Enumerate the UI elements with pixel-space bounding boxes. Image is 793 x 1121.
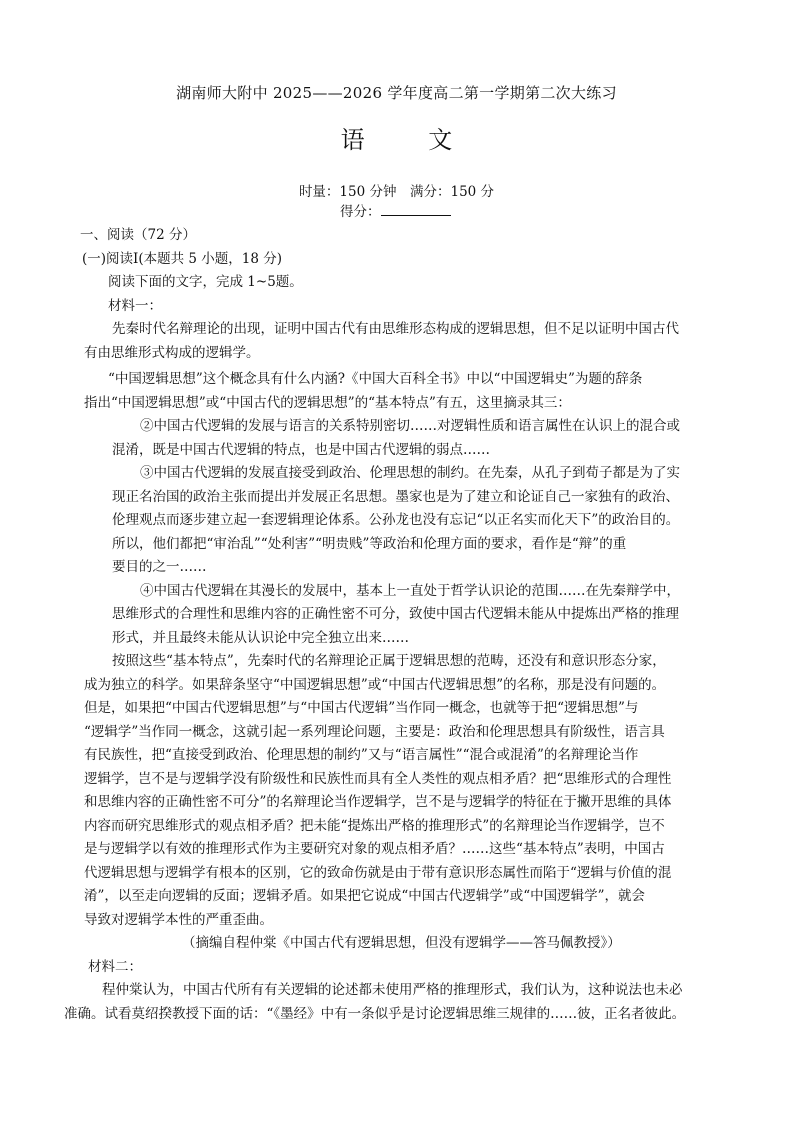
reading-section <box>64 224 734 1026</box>
score-label: 得分： <box>340 204 381 220</box>
section-heading: 一、阅读（72 分） <box>80 227 196 243</box>
paragraph-line: 有民族性，把“直接受到政治、伦理思想的制约”又与“语言属性”“混合或混淆”的名辩理论当作 <box>84 747 639 763</box>
subject-title: 语 文 <box>340 126 481 154</box>
paragraph-line: 有由思维形式构成的逻辑学。 <box>84 344 260 361</box>
paragraph-line: “逻辑学”当作同一概念，这就引起一系列理论问题，主要是：政治和伦理思想具有阶级性，语言具 <box>84 723 665 740</box>
list-item-line: 形式，并且最终未能从认识论中完全独立出来…… <box>112 629 409 646</box>
paragraph-line: 程仲棠认为，中国古代所有有关逻辑的论述都未使用严格的推理形式，我们认为，这种说法也未必 <box>102 982 683 998</box>
material-two-label: 材料二： <box>88 958 142 975</box>
paragraph-line: 是与逻辑学以有效的推理形式作为主要研究对象的观点相矛盾？……这些“基本特点”表明，中国古 <box>84 841 665 857</box>
citation: （摘编自程仲棠《中国古代有逻辑思想，但没有逻辑学——答马佩教授》） <box>182 935 621 951</box>
paragraph-line: 导致对逻辑学本性的严重歪曲。 <box>84 911 273 928</box>
time-score-info: 时量：150 分钟 满分：150 分 <box>298 184 495 200</box>
paragraph-line: 但是，如果把“中国古代逻辑思想”与“中国古代逻辑”当作同一概念，也就等于把“逻辑思想”与 <box>84 700 639 716</box>
list-item-line: ②中国古代逻辑的发展与语言的关系特别密切……对逻辑性质和语言属性在认识上的混合或 <box>140 418 680 434</box>
paragraph-line: 按照这些“基本特点”，先秦时代的名辩理论正属于逻辑思想的范畴，还没有和意识形态分家， <box>112 653 666 669</box>
paragraph-line: 逻辑学，岂不是与逻辑学没有阶级性和民族性而具有全人类性的观点相矛盾？把“思维形式的合理性 <box>84 770 672 787</box>
sub-heading: (一)阅读Ⅰ(本题共 5 小题，18 分) <box>82 250 283 267</box>
paragraph-line: 指出“中国逻辑思想”或“中国古代的逻辑思想”的“基本特点”有五，这里摘录其三： <box>84 394 571 411</box>
paragraph-line: 成为独立的科学。如果辞条坚守“中国逻辑思想”或“中国古代逻辑思想”的名称，那是没有问题的。 <box>84 676 666 693</box>
list-item-line: 现正名治国的政治主张而提出并发展正名思想。墨家也是为了建立和论证自己一家独有的政治、 <box>112 488 679 505</box>
paragraph-line: 淆”，以至走向逻辑的反面；逻辑矛盾。如果把它说成“中国古代逻辑学”或“中国逻辑学”，就会 <box>84 888 646 904</box>
paragraph-line: “中国逻辑思想”这个概念具有什么内涵?《中国大百科全书》中以“中国逻辑史”为题的辞条 <box>108 371 643 387</box>
paragraph-3 <box>84 650 734 932</box>
list-item-line: 伦理观点而逐步建立起一套逻辑理论体系。公孙龙也没有忘记“以正名实而化天下”的政治目的。 <box>112 512 680 528</box>
list-item-2 <box>84 415 734 462</box>
paragraph-line: 内容而研究思维形式的观点相矛盾？把未能“提炼出严格的推理形式”的名辩理论当作逻辑学，岂不 <box>84 817 665 834</box>
paragraph-line: 和思维内容的正确性密不可分”的名辩理论当作逻辑学，岂不是与逻辑学的特征在于撇开思维的具体 <box>84 794 672 810</box>
material-one-label: 材料一： <box>108 297 162 314</box>
list-item-line: ④中国古代逻辑在其漫长的发展中，基本上一直处于哲学认识论的范围……在先秦辩学中， <box>140 582 680 599</box>
paragraph-line: 准确。试看莫绍揆教授下面的话：“《墨经》中有一条似乎是讨论逻辑思维三规律的……彼，正名者彼此。 <box>64 1005 686 1022</box>
list-item-line: ③中国古代逻辑的发展直接受到政治、伦理思想的制约。在先秦，从孔子到荀子都是为了实 <box>140 465 680 481</box>
list-item-3 <box>84 462 734 580</box>
exam-header-title: 湖南师大附中 2025——2026 学年度高二第一学期第二次大练习 <box>176 84 617 102</box>
list-item-line: 混淆，既是中国古代逻辑的特点，也是中国古代逻辑的弱点…… <box>112 441 490 458</box>
list-item-line: 要目的之一…… <box>112 559 207 575</box>
list-item-line: 思维形式的合理性和思维内容的正确性密不可分，致使中国古代逻辑未能从中提炼出严格的推理 <box>112 606 679 622</box>
score-field <box>340 200 451 220</box>
instruction: 阅读下面的文字，完成 1~5题。 <box>108 274 303 290</box>
score-blank <box>381 203 451 216</box>
paragraph-line: 先秦时代名辩理论的出现，证明中国古代有由思维形态构成的逻辑思想，但不足以证明中国古代 <box>112 321 679 337</box>
list-item-4 <box>84 580 734 651</box>
list-item-line: 所以，他们都把“审治乱”“处利害”“明贵贱”等政治和伦理方面的要求，看作是“辩”的重 <box>112 535 627 552</box>
paragraph-line: 代逻辑思想与逻辑学有根本的区别，它的致命伤就是由于带有意识形态属性而陷于“逻辑与价值的混 <box>84 864 672 881</box>
